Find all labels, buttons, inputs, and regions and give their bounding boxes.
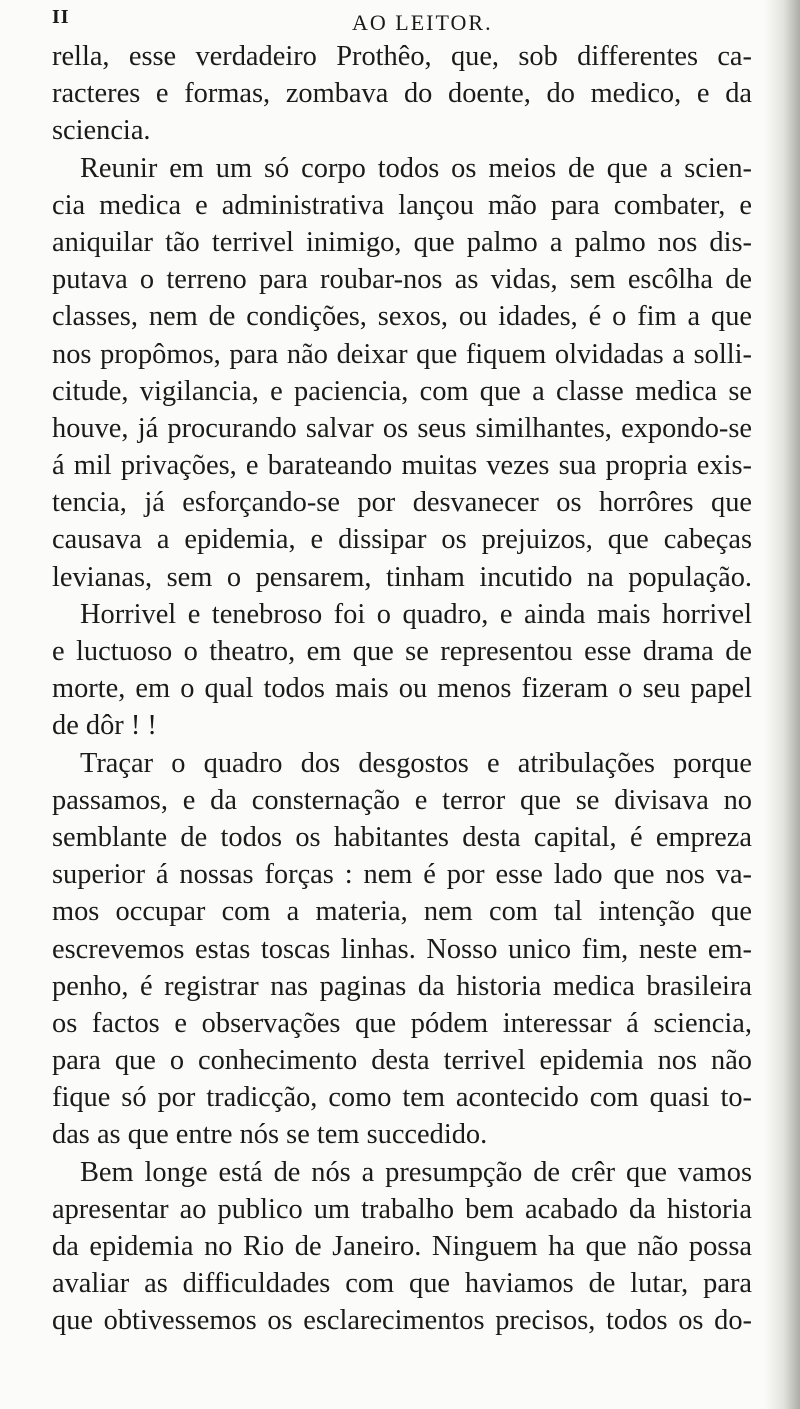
text-line: Horrivel e tenebroso foi o quadro, e ainda mais horrivel <box>80 598 752 630</box>
text-line: avaliar as difficuldades com que haviamos de lutar, para <box>52 1268 752 1300</box>
text-line: Traçar o quadro dos desgostos e atribulações porque <box>80 747 752 779</box>
text-line: da epidemia no Rio de Janeiro. Ninguem ha que não possa <box>52 1231 752 1262</box>
text-line: causava a epidemia, e dissipar os prejuizos, que cabeças <box>52 524 752 556</box>
text-line: fique só por tradicção, como tem acontecido com quasi to- <box>52 1082 752 1114</box>
text-line: mos occupar com a materia, nem com tal intenção que <box>52 896 752 928</box>
text-line: superior á nossas forças : nem é por esse lado que nos va- <box>52 859 752 891</box>
text-line: e luctuoso o theatro, em que se representou esse drama de <box>52 636 752 667</box>
text-line: escrevemos estas toscas linhas. Nosso unico fim, neste em- <box>52 933 752 965</box>
text-line: cia medica e administrativa lançou mão para combater, e <box>52 189 752 221</box>
text-line: á mil privações, e barateando muitas vezes sua propria exis- <box>52 450 752 482</box>
text-line: Reunir em um só corpo todos os meios de que a scien- <box>80 152 752 184</box>
page-number: II <box>52 6 70 28</box>
text-line: houve, já procurando salvar os seus similhantes, expondo-se <box>52 412 752 444</box>
text-line: apresentar ao publico um trabalho bem acabado da historia <box>52 1193 752 1225</box>
body-text <box>52 38 752 1340</box>
text-line: Bem longe está de nós a presumpção de crêr que vamos <box>80 1156 752 1188</box>
text-line: os factos e observações que pódem interessar á sciencia, <box>52 1007 752 1039</box>
text-line: sciencia. <box>52 115 151 147</box>
page-edge-shadow <box>764 0 800 1409</box>
text-line: tencia, já esforçando-se por desvanecer os horrôres que <box>52 487 752 519</box>
text-line: que obtivessemos os esclarecimentos precisos, todos os do- <box>52 1305 752 1337</box>
text-line: passamos, e da consternação e terror que se divisava no <box>52 784 752 816</box>
text-line: racteres e formas, zombava do doente, do medico, e da <box>52 78 752 110</box>
running-head <box>52 6 752 36</box>
text-line: para que o conhecimento desta terrivel epidemia nos não <box>52 1045 752 1077</box>
running-title: AO LEITOR. <box>352 10 493 35</box>
text-line: nos propômos, para não deixar que fiquem olvidadas a solli- <box>52 338 752 370</box>
text-line: levianas, sem o pensarem, tinham incutido na população. <box>52 561 752 593</box>
text-line: semblante de todos os habitantes desta capital, é empreza <box>52 821 752 853</box>
text-line: de dôr ! ! <box>52 710 157 742</box>
text-line: rella, esse verdadeiro Prothêo, que, sob differentes ca- <box>52 41 752 72</box>
text-line: citude, vigilancia, e paciencia, com que a classe medica se <box>52 375 752 407</box>
text-line: classes, nem de condições, sexos, ou idades, é o fim a que <box>52 301 752 333</box>
text-line: morte, em o qual todos mais ou menos fizeram o seu papel <box>52 673 752 705</box>
text-line: penho, é registrar nas paginas da historia medica brasileira <box>52 970 752 1002</box>
text-line: aniquilar tão terrivel inimigo, que palmo a palmo nos dis- <box>52 226 752 258</box>
text-line: das as que entre nós se tem succedido. <box>52 1119 488 1151</box>
text-line: putava o terreno para roubar-nos as vidas, sem escôlha de <box>52 264 752 296</box>
